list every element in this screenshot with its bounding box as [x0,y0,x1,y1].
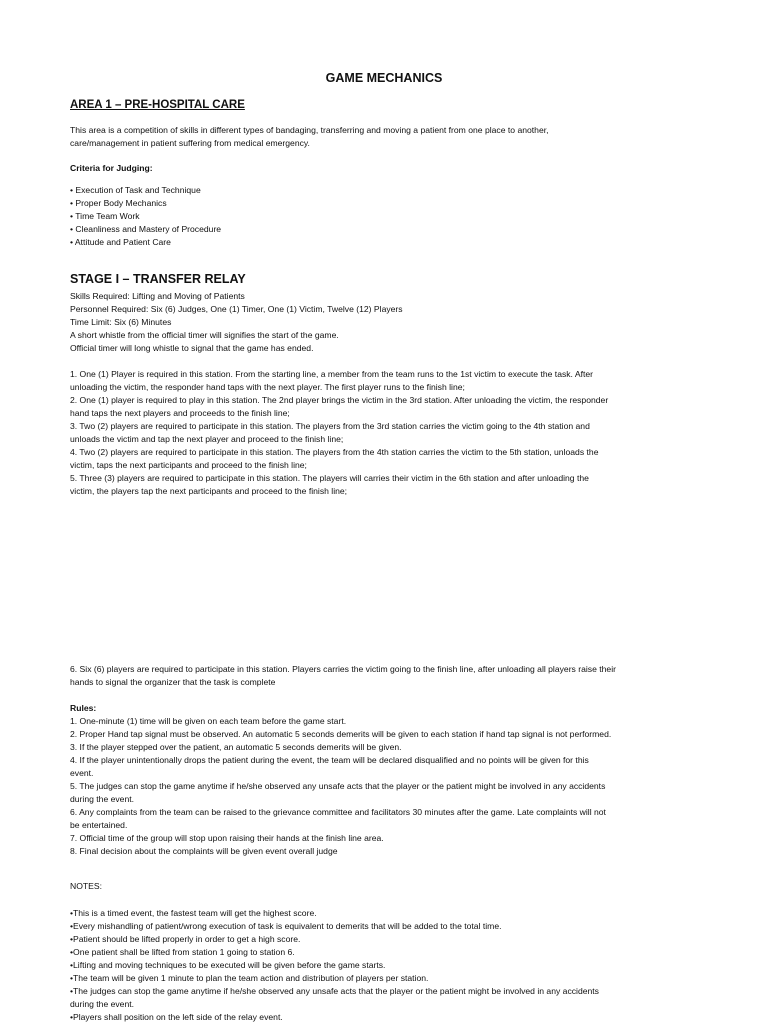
rule-line: be entertained. [70,820,128,830]
rule-line: event. [70,768,94,778]
step-six [70,663,690,689]
note-line: •Patient should be lifted properly in order to get a high score. [70,934,301,944]
step-line: unloading the victim, the responder hand taps with the next player. The first player runs to the finish line; [70,382,465,392]
notes-list [70,907,690,1024]
rules-list [70,715,690,858]
step-line: 1. One (1) Player is required in this station. From the starting line, a member from the team runs to the 1st victim to execute the task. After [70,369,594,379]
stage-info-line: Time Limit: Six (6) Minutes [70,317,172,327]
step-line: unloads the victim and tap the next player and proceed to the finish line; [70,434,344,444]
note-line: •Every mishandling of patient/wrong execution of task is equivalent to demerits that will be added to the total time. [70,921,502,931]
criteria-item: • Execution of Task and Technique [70,185,201,195]
note-line: •One patient shall be lifted from station 1 going to station 6. [70,947,295,957]
step-line: 2. One (1) player is required to play in this station. The 2nd player brings the victim in the 3rd station. After unloading the victim, the responder [70,395,609,405]
note-line: •Lifting and moving techniques to be executed will be given before the game starts. [70,960,386,970]
step-line: 6. Six (6) players are required to participate in this station. Players carries the victim going to the finish line, after unloading all players raise their [70,664,616,674]
stage-info-line: Skills Required: Lifting and Moving of Patients [70,291,245,301]
rule-line: 8. Final decision about the complaints will be given event overall judge [70,846,338,856]
rule-line: 3. If the player stepped over the patient, an automatic 5 seconds demerits will be given. [70,742,402,752]
step-line: victim, the players tap the next participants and proceed to the finish line; [70,486,348,496]
note-line: during the event. [70,999,135,1009]
rule-line: 4. If the player unintentionally drops the patient during the event, the team will be declared disqualified and no points will be given for this [70,755,589,765]
area-heading: AREA 1 – PRE-HOSPITAL CARE [70,99,245,111]
criteria-item: • Cleanliness and Mastery of Procedure [70,224,222,234]
criteria-item: • Attitude and Patient Care [70,237,171,247]
steps-list [70,368,690,498]
step-line: 5. Three (3) players are required to participate in this station. The players will carries their victim in the 6th station and after unloading the [70,473,589,483]
note-line: •Players shall position on the left side of the relay event. [70,1012,283,1022]
criteria-heading: Criteria for Judging: [70,163,153,173]
rule-line: during the event. [70,794,135,804]
rule-line: 6. Any complaints from the team can be raised to the grievance committee and facilitators 30 minutes after the game. Late complaints will not [70,807,606,817]
stage-info-line: Official timer will long whistle to signal that the game has ended. [70,343,314,353]
stage-heading: STAGE I – TRANSFER RELAY [70,272,246,286]
rules-heading: Rules: [70,703,97,713]
page-title: GAME MECHANICS [325,71,443,85]
criteria-item: • Time Team Work [70,211,140,221]
stage-info-line: Personnel Required: Six (6) Judges, One (1) Timer, One (1) Victim, Twelve (12) Players [70,304,403,314]
note-line: •This is a timed event, the fastest team will get the highest score. [70,908,317,918]
intro-paragraph [70,124,690,150]
stage-info-line: A short whistle from the official timer will signifies the start of the game. [70,330,339,340]
step-line: 4. Two (2) players are required to participate in this station. The players from the 4th station carries the victim to the 5th station, unloads the [70,447,599,457]
rule-line: 5. The judges can stop the game anytime if he/she observed any unsafe acts that the player or the patient might be involved in any accidents [70,781,606,791]
rule-line: 1. One-minute (1) time will be given on each team before the game start. [70,716,347,726]
intro-line: This area is a competition of skills in different types of bandaging, transferring and moving a patient from one place to another, [70,125,549,135]
step-line: hand taps the next players and proceeds to the finish line; [70,408,290,418]
note-line: •The team will be given 1 minute to plan the team action and distribution of players per station. [70,973,429,983]
intro-line: care/management in patient suffering from medical emergency. [70,138,310,148]
stage-info [70,290,690,355]
criteria-list [70,184,690,249]
step-line: victim, taps the next participants and proceed to the finish line; [70,460,307,470]
step-line: hands to signal the organizer that the task is complete [70,677,276,687]
notes-heading: NOTES: [70,881,102,891]
step-line: 3. Two (2) players are required to participate in this station. The players from the 3rd station carries the victim going to the 4th station and [70,421,590,431]
note-line: •The judges can stop the game anytime if he/she observed any unsafe acts that the player or the patient might be involved in any accidents [70,986,599,996]
criteria-item: • Proper Body Mechanics [70,198,167,208]
rule-line: 7. Official time of the group will stop upon raising their hands at the finish line area. [70,833,384,843]
rule-line: 2. Proper Hand tap signal must be observed. An automatic 5 seconds demerits will be given to each station if hand tap signal is not performed. [70,729,612,739]
